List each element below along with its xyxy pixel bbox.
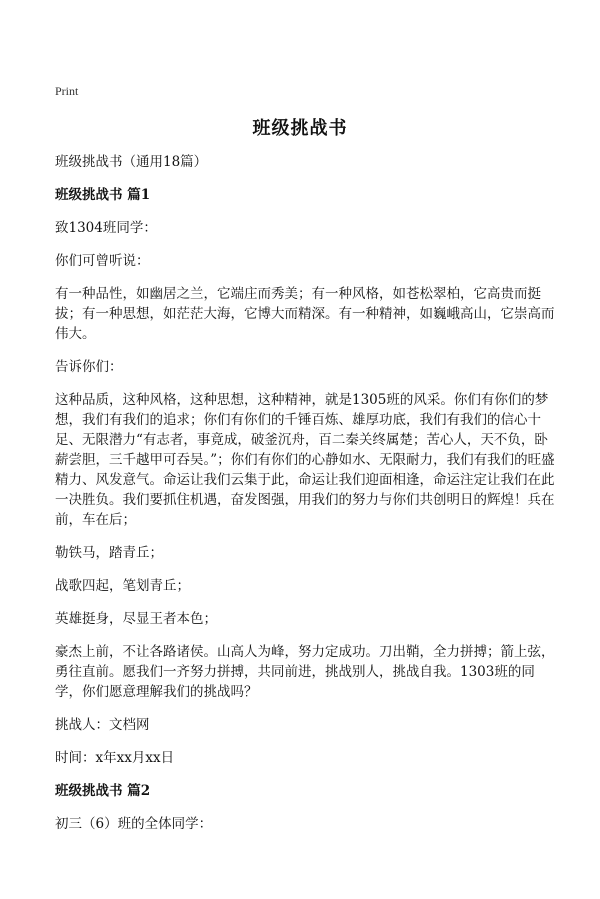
- paragraph: 这种品质，这种风格，这种思想，这种精神，就是1305班的风采。你们有你们的梦想，我们有我们的追求；你们有你们的千锤百炼、雄厚功底，我们有我们的信心十足、无限潜力“有志者，事竟成，破釜沉舟，百二秦关终属楚；苦心人，天不负，卧薪尝胆，三千越甲可吞吴。”；你们有你们的心静如水、无限耐力，我们有我们的旺盛精力、风发意气。命运让我们云集于此，命运让我们迎面相逢，命运注定让我们在此一决胜负。我们要抓住机遇，奋发图强，用我们的努力与你们共创明日的辉煌！兵在前，车在后；: [55, 392, 555, 528]
- section-heading-2: 班级挑战书 篇2: [55, 783, 151, 799]
- paragraph: 战歌四起，笔划青丘；: [55, 578, 190, 594]
- section-heading-1: 班级挑战书 篇1: [55, 187, 151, 203]
- paragraph: 初三（6）班的全体同学：: [55, 816, 213, 832]
- paragraph: 豪杰上前，不让各路诸侯。山高人为峰，努力定成功。刀出鞘，全力拼搏；箭上弦，勇往直前。愿我们一齐努力拼搏，共同前进，挑战别人，挑战自我。1303班的同学，你们愿意理解我们的挑战吗？: [55, 644, 555, 700]
- paragraph: 勒铁马，踏青丘；: [55, 545, 163, 561]
- page-title: 班级挑战书: [252, 118, 348, 139]
- paragraph: 有一种品性，如幽居之兰，它端庄而秀美；有一种风格，如苍松翠柏，它高贵而挺拔；有一种思想，如茫茫大海，它博大而精深。有一种精神，如巍峨高山，它崇高而伟大。: [55, 286, 555, 342]
- paragraph: 你们可曾听说：: [55, 253, 150, 269]
- paragraph: 致1304班同学：: [55, 220, 157, 236]
- date-line: 时间：x年xx月xx日: [55, 750, 175, 766]
- paragraph: 告诉你们：: [55, 359, 123, 375]
- paragraph: 英雄挺身，尽显王者本色；: [55, 611, 217, 627]
- document-subtitle: 班级挑战书（通用18篇）: [55, 154, 208, 170]
- challenger-line: 挑战人：文档网: [55, 717, 150, 733]
- print-link[interactable]: Print: [55, 84, 79, 98]
- document-body: [55, 152, 555, 847]
